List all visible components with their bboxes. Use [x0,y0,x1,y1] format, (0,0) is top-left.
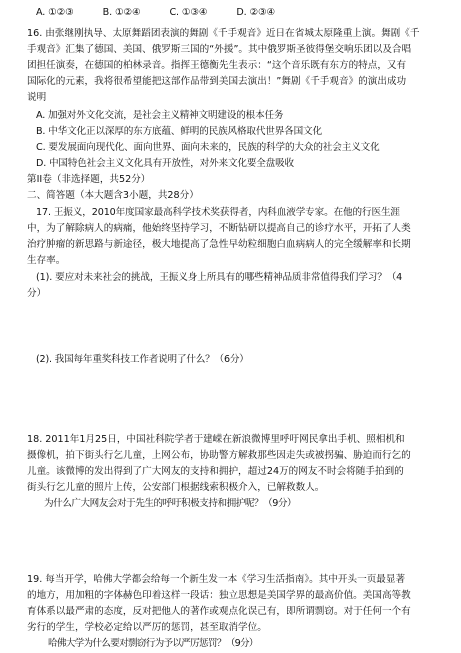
q17-line: 治疗肿瘤的新思路与新途径，极大地提高了急性早幼粒细胞白血病病人的完全缓解率和长期 [27,239,411,250]
q17-line: 生存率。 [27,255,66,266]
q19-line: 的地方，用加粗的字体赫色印着这样一段话：独立思想是美国学界的最高价值。美国高等教 [27,590,411,601]
q16-option-a: A. 加强对外文化交流，是社会主义精神文明建设的根本任务 [36,110,284,121]
option-c: C. ①③④ [169,7,208,18]
q18-line: 街头行乞儿童的照片上传，公安部门根据线索积极介入，已解救数人。 [27,482,325,493]
q16-line: 手观音》汇集了德国、美国、俄罗斯三国的“外援”。其中俄罗斯圣彼得堡交响乐团以及合唱 [27,44,412,55]
q18-line: 摄像机，拍下街头行乞儿童，上网公布，协助警方解救那些因走失或被拐骗、胁迫而行乞的 [27,450,411,461]
q16-line: 国际化的元素，我将很希望能把这部作品带到美国去演出！”舞剧《千手观音》的演出成功 [27,76,407,87]
q19-line: 劣行的学生，学校必定给以严厉的惩罚，甚至取消学位。 [27,622,267,633]
q19-question: 哈佛大学为什么要对剽窃行为予以严厉惩罚？（9分） [48,638,258,649]
q17-sub1: (1). 要应对未来社会的挑战，王振义身上所具有的哪些精神品质非常值得我们学习？（4 [36,272,403,283]
q17-line: 17. 王振义，2010年度国家最高科学技术奖获得者，内科血液学专家。在他的行医生涯 [36,207,400,218]
q18-line: 18. 2011年1月25日，中国社科院学者于建嵘在新浪微博里呼吁网民拿出手机、照相机和 [27,434,405,445]
q16-line: 说明 [27,92,47,103]
q19-line: 19. 每当开学，哈佛大学都会给每一个新生发一本《学习生活指南》。其中开头一页最显著 [27,574,406,585]
part2-heading: 第II卷（非选择题，共52分） [27,174,151,185]
option-b: B. ①②④ [102,7,141,18]
q18-question: 为什么广大网友会对于先生的呼吁积极支持和拥护呢？（9分） [44,498,297,509]
q16-line: 16. 由张继刚执导、太原舞蹈团表演的舞剧《千手观音》近日在省城太原隆重上演。舞剧《千 [27,28,420,39]
top-options-row [36,5,458,21]
q16-line: 团担任演奏，在德国的柏林录音。指挥王德衡先生表示：“这个音乐既有东方的特点，又有 [27,60,407,71]
q17-sub1-cont: 分） [27,288,47,299]
option-d: D. ②③④ [236,7,276,18]
q19-line: 育体系以最严肃的态度，反对把他人的著作或观点化误己有，即所谓剽窃。对于任何一个有 [27,606,411,617]
q16-option-c: C. 要发展面向现代化、面向世界、面向未来的，民族的科学的大众的社会主义文化 [36,142,380,153]
q16-option-d: D. 中国特色社会主义文化具有开放性，对外来文化要全盘吸收 [36,158,294,169]
option-a: A. ①②③ [36,7,74,18]
q18-line: 儿童。该微博的发出得到了广大网友的支持和拥护，超过24万的网友不时会将随手拍到的 [27,466,404,477]
q17-line: 中，为了解除病人的病痛，他始终坚持学习，不断钻研以提高自己的诊疗水平，开拓了人类 [27,223,411,234]
q17-sub2: (2). 我国每年重奖科技工作者说明了什么？（6分） [36,354,249,365]
q16-option-b: B. 中华文化正以深厚的东方底蕴、鲜明的民族风格取代世界各国文化 [36,126,322,137]
section-heading: 二、简答题（本大题含3小题，共28分） [27,190,199,201]
